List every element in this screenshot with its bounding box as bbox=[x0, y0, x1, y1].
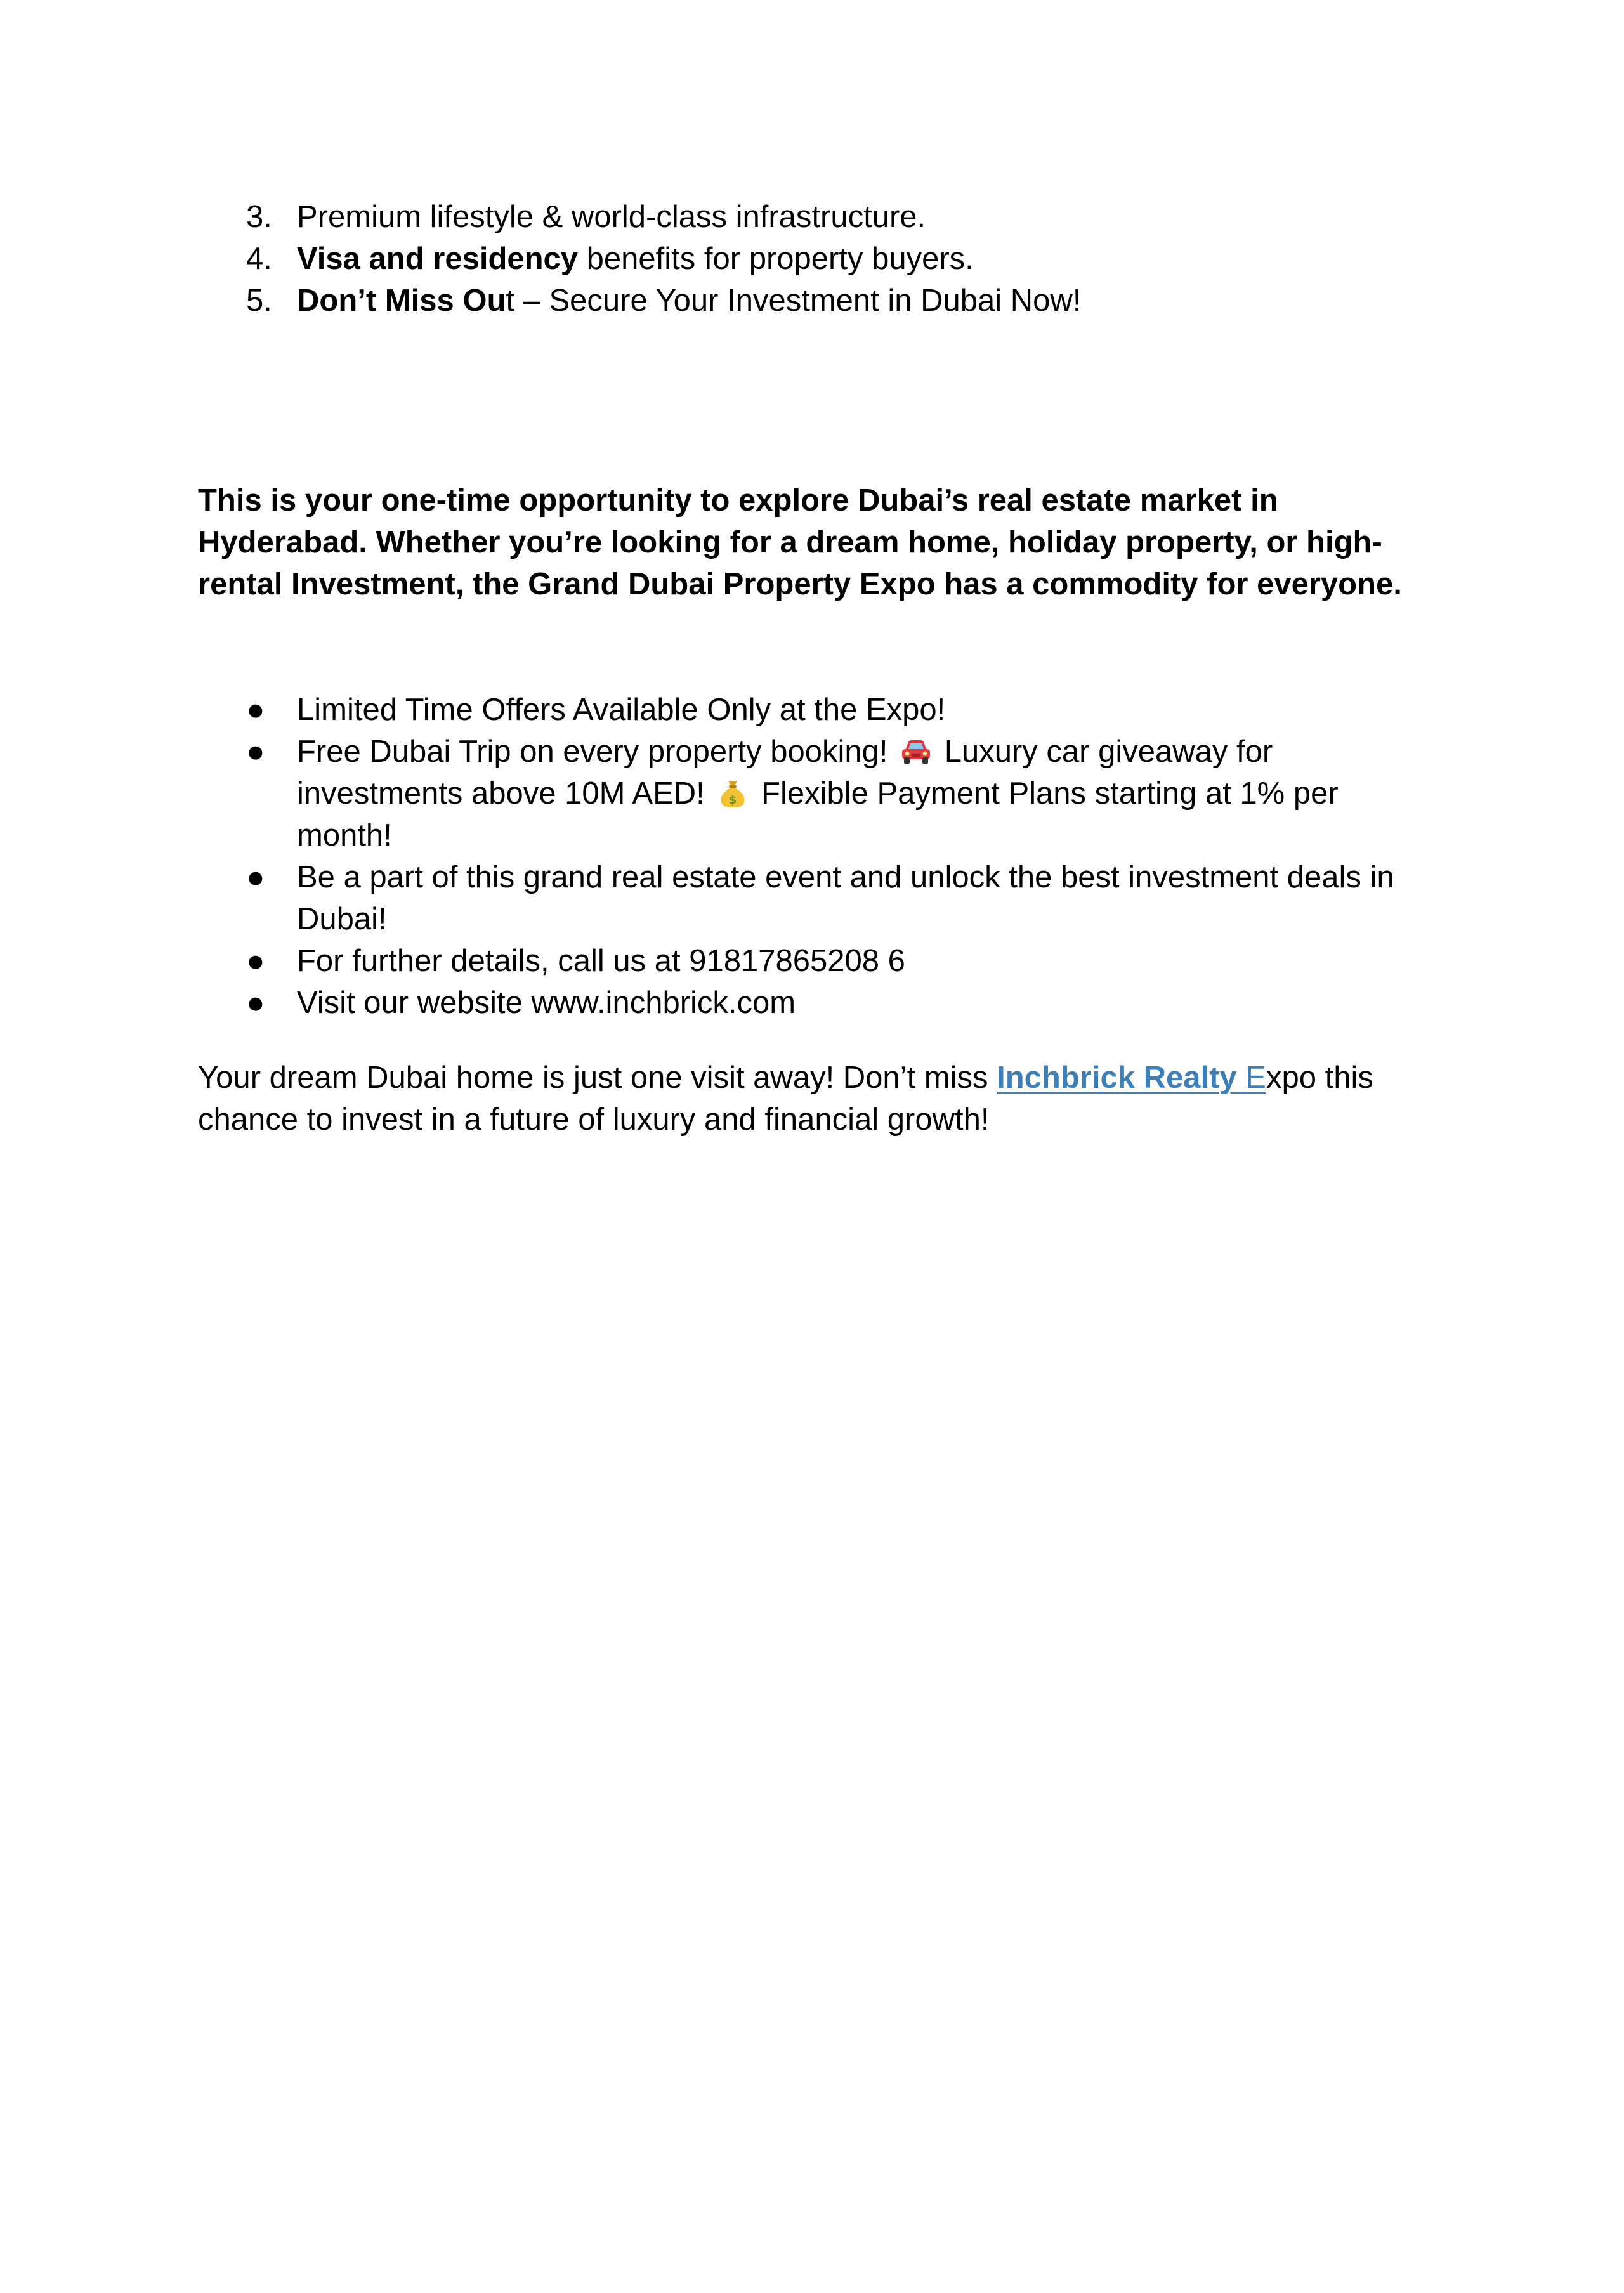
closing-text: Your dream Dubai home is just one visit away! Don’t miss bbox=[198, 1061, 997, 1095]
list-item-text: Free Dubai Trip on every property booking! bbox=[297, 735, 888, 769]
intro-paragraph: This is your one-time opportunity to explore Dubai’s real estate market in Hyderabad. Whether you’re looking for a dream home, holiday property, or high-rental Investment, the Grand Dubai Property Expo has a commodity for everyone. bbox=[198, 483, 1402, 601]
money-bag-icon bbox=[716, 778, 750, 808]
list-number: 3. bbox=[246, 200, 272, 234]
list-number: 4. bbox=[246, 242, 272, 276]
list-item-text: benefits for property buyers. bbox=[578, 242, 974, 276]
svg-text:$: $ bbox=[729, 794, 737, 807]
list-item-bold-text: Visa and residency bbox=[297, 242, 579, 276]
list-item bbox=[198, 689, 1441, 731]
bullet-marker: ● bbox=[246, 860, 265, 894]
list-item-text: Flexible Payment Plans starting at 1% per month! bbox=[297, 776, 1339, 853]
bullet-marker: ● bbox=[246, 735, 265, 769]
list-item-text: For further details, call us at 91817865208 6 bbox=[297, 944, 905, 978]
list-item bbox=[198, 196, 1467, 238]
closing-paragraph bbox=[198, 1057, 1441, 1140]
bullet-marker: ● bbox=[246, 693, 265, 727]
bullet-marker: ● bbox=[246, 986, 265, 1020]
numbered-list bbox=[198, 196, 1467, 322]
link-space bbox=[1237, 1061, 1246, 1095]
list-item-text: Luxury car giveaway for investments above 10M AED! bbox=[297, 735, 1273, 811]
list-item-bold-text: Don’t Miss Ou bbox=[297, 284, 506, 318]
list-number: 5. bbox=[246, 284, 272, 318]
list-item bbox=[198, 982, 1441, 1024]
list-item bbox=[198, 940, 1441, 982]
list-item bbox=[198, 856, 1441, 940]
list-item-text: Be a part of this grand real estate event and unlock the best investment deals in Dubai! bbox=[297, 860, 1394, 936]
expo-first-letter: E bbox=[1245, 1061, 1266, 1095]
bullet-marker: ● bbox=[246, 944, 265, 978]
list-item-text: t – Secure Your Investment in Dubai Now! bbox=[506, 284, 1082, 318]
list-item-text: Limited Time Offers Available Only at the Expo! bbox=[297, 693, 946, 727]
red-car-icon bbox=[899, 736, 933, 766]
inchbrick-realty-link[interactable]: Inchbrick Realty bbox=[997, 1061, 1237, 1095]
list-item bbox=[198, 280, 1467, 322]
list-item-text: Premium lifestyle & world-class infrastructure. bbox=[297, 200, 926, 234]
bullet-list bbox=[198, 689, 1441, 1024]
list-item bbox=[198, 731, 1441, 856]
list-item-text: Visit our website www.inchbrick.com bbox=[297, 986, 796, 1020]
closing-text: xpo this chance to invest in a future of luxury and financial growth! bbox=[198, 1061, 1373, 1137]
list-item bbox=[198, 238, 1467, 280]
